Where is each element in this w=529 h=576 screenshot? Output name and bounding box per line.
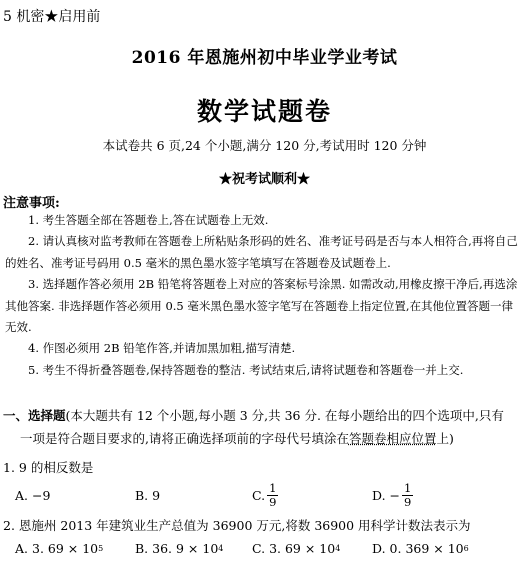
fraction [267,482,278,509]
section-intro-emphasis: 答题卷相应位置 [348,431,437,446]
notice-item: 5. 考生不得折叠答题卷,保持答题卷的整洁. 考试结束后,请将试题卷和答题卷一并上交. [28,362,464,377]
section-intro: (本大题共有 12 个小题,每小题 3 分,共 36 分. 在每小题给出的四个选项中,只有 [65,408,504,423]
notice-item: 2. 请认真核对监考教师在答题卷上所粘贴条形码的姓名、准考证号码是否与本人相符合,再将自己的姓名、准考证号码用 0.5 毫米的黑色墨水签字笔填写在答题卷及试题卷上. [5,234,518,270]
fraction [402,482,413,509]
fraction-numerator: 1 [269,480,277,495]
option-letter: B. [135,540,149,556]
option-d [372,480,413,510]
notice-title: 注意事项: [3,196,60,211]
option-letter: B. [135,487,149,503]
option-text: 3. 69 × 10 [32,540,99,556]
section-multiple-choice [3,404,523,450]
option-a [15,537,103,559]
option-exponent: 6 [463,543,469,553]
exam-title: 2016 年恩施州初中毕业学业考试 [131,48,398,68]
option-sign: − [389,487,401,503]
option-c [252,537,340,559]
section-heading: 一、选择题 [3,408,66,423]
fraction-denominator: 9 [404,494,412,509]
notice-item: 4. 作图必须用 2B 铅笔作答,并请加黑加粗,描写清楚. [28,341,296,356]
option-exponent: 4 [218,543,224,553]
exam-info: 本试卷共 6 页,24 个小题,满分 120 分,考试用时 120 分钟 [102,138,427,153]
option-text: 9 [152,487,161,503]
option-letter: C. [252,487,266,503]
option-c [252,480,278,510]
option-letter: A. [15,487,29,503]
fraction-numerator: 1 [404,480,412,495]
option-exponent: 5 [98,543,104,553]
fraction-denominator: 9 [269,494,277,509]
option-text: 3. 69 × 10 [269,540,336,556]
notice-list [5,210,520,381]
option-b [135,537,223,559]
option-text: 0. 369 × 10 [389,540,464,556]
option-letter: D. [372,540,386,556]
question-1-stem: 1. 9 的相反数是 [3,460,94,475]
secret-label: 5 机密★启用前 [3,9,101,25]
option-letter: A. [15,540,29,556]
notice-item: 3. 选择题作答必须用 2B 铅笔将答题卷上对应的答案标号涂黑. 如需改动,用橡皮擦干净后,再选涂其他答案. 非选择题作答必须用 0.5 毫米黑色墨水签字笔写在答题卷上指定位置,在其他位置答题一律无效. [5,277,518,335]
question-2-options [0,537,529,559]
question-2-stem: 2. 恩施州 2013 年建筑业生产总值为 36900 万元,将数 36900 用科学计数法表示为 [3,518,471,533]
question-1-options [0,480,529,510]
notice-item: 1. 考生答题全部在答题卷上,答在试题卷上无效. [28,213,269,227]
section-intro-text: 一项是符合题目要求的,请将正确选择项前的字母代号填涂在 [20,431,349,446]
option-exponent: 4 [335,543,341,553]
option-d [372,537,469,559]
section-intro-text: 上) [436,431,454,446]
subject-title: 数学试题卷 [196,97,332,126]
section-intro-continued [3,427,523,450]
option-letter: D. [372,487,386,503]
option-a [15,480,50,510]
option-letter: C. [252,540,266,556]
option-text: −9 [32,487,51,503]
option-b [135,480,160,510]
good-luck-banner: ★祝考试顺利★ [218,172,310,187]
option-text: 36. 9 × 10 [152,540,219,556]
